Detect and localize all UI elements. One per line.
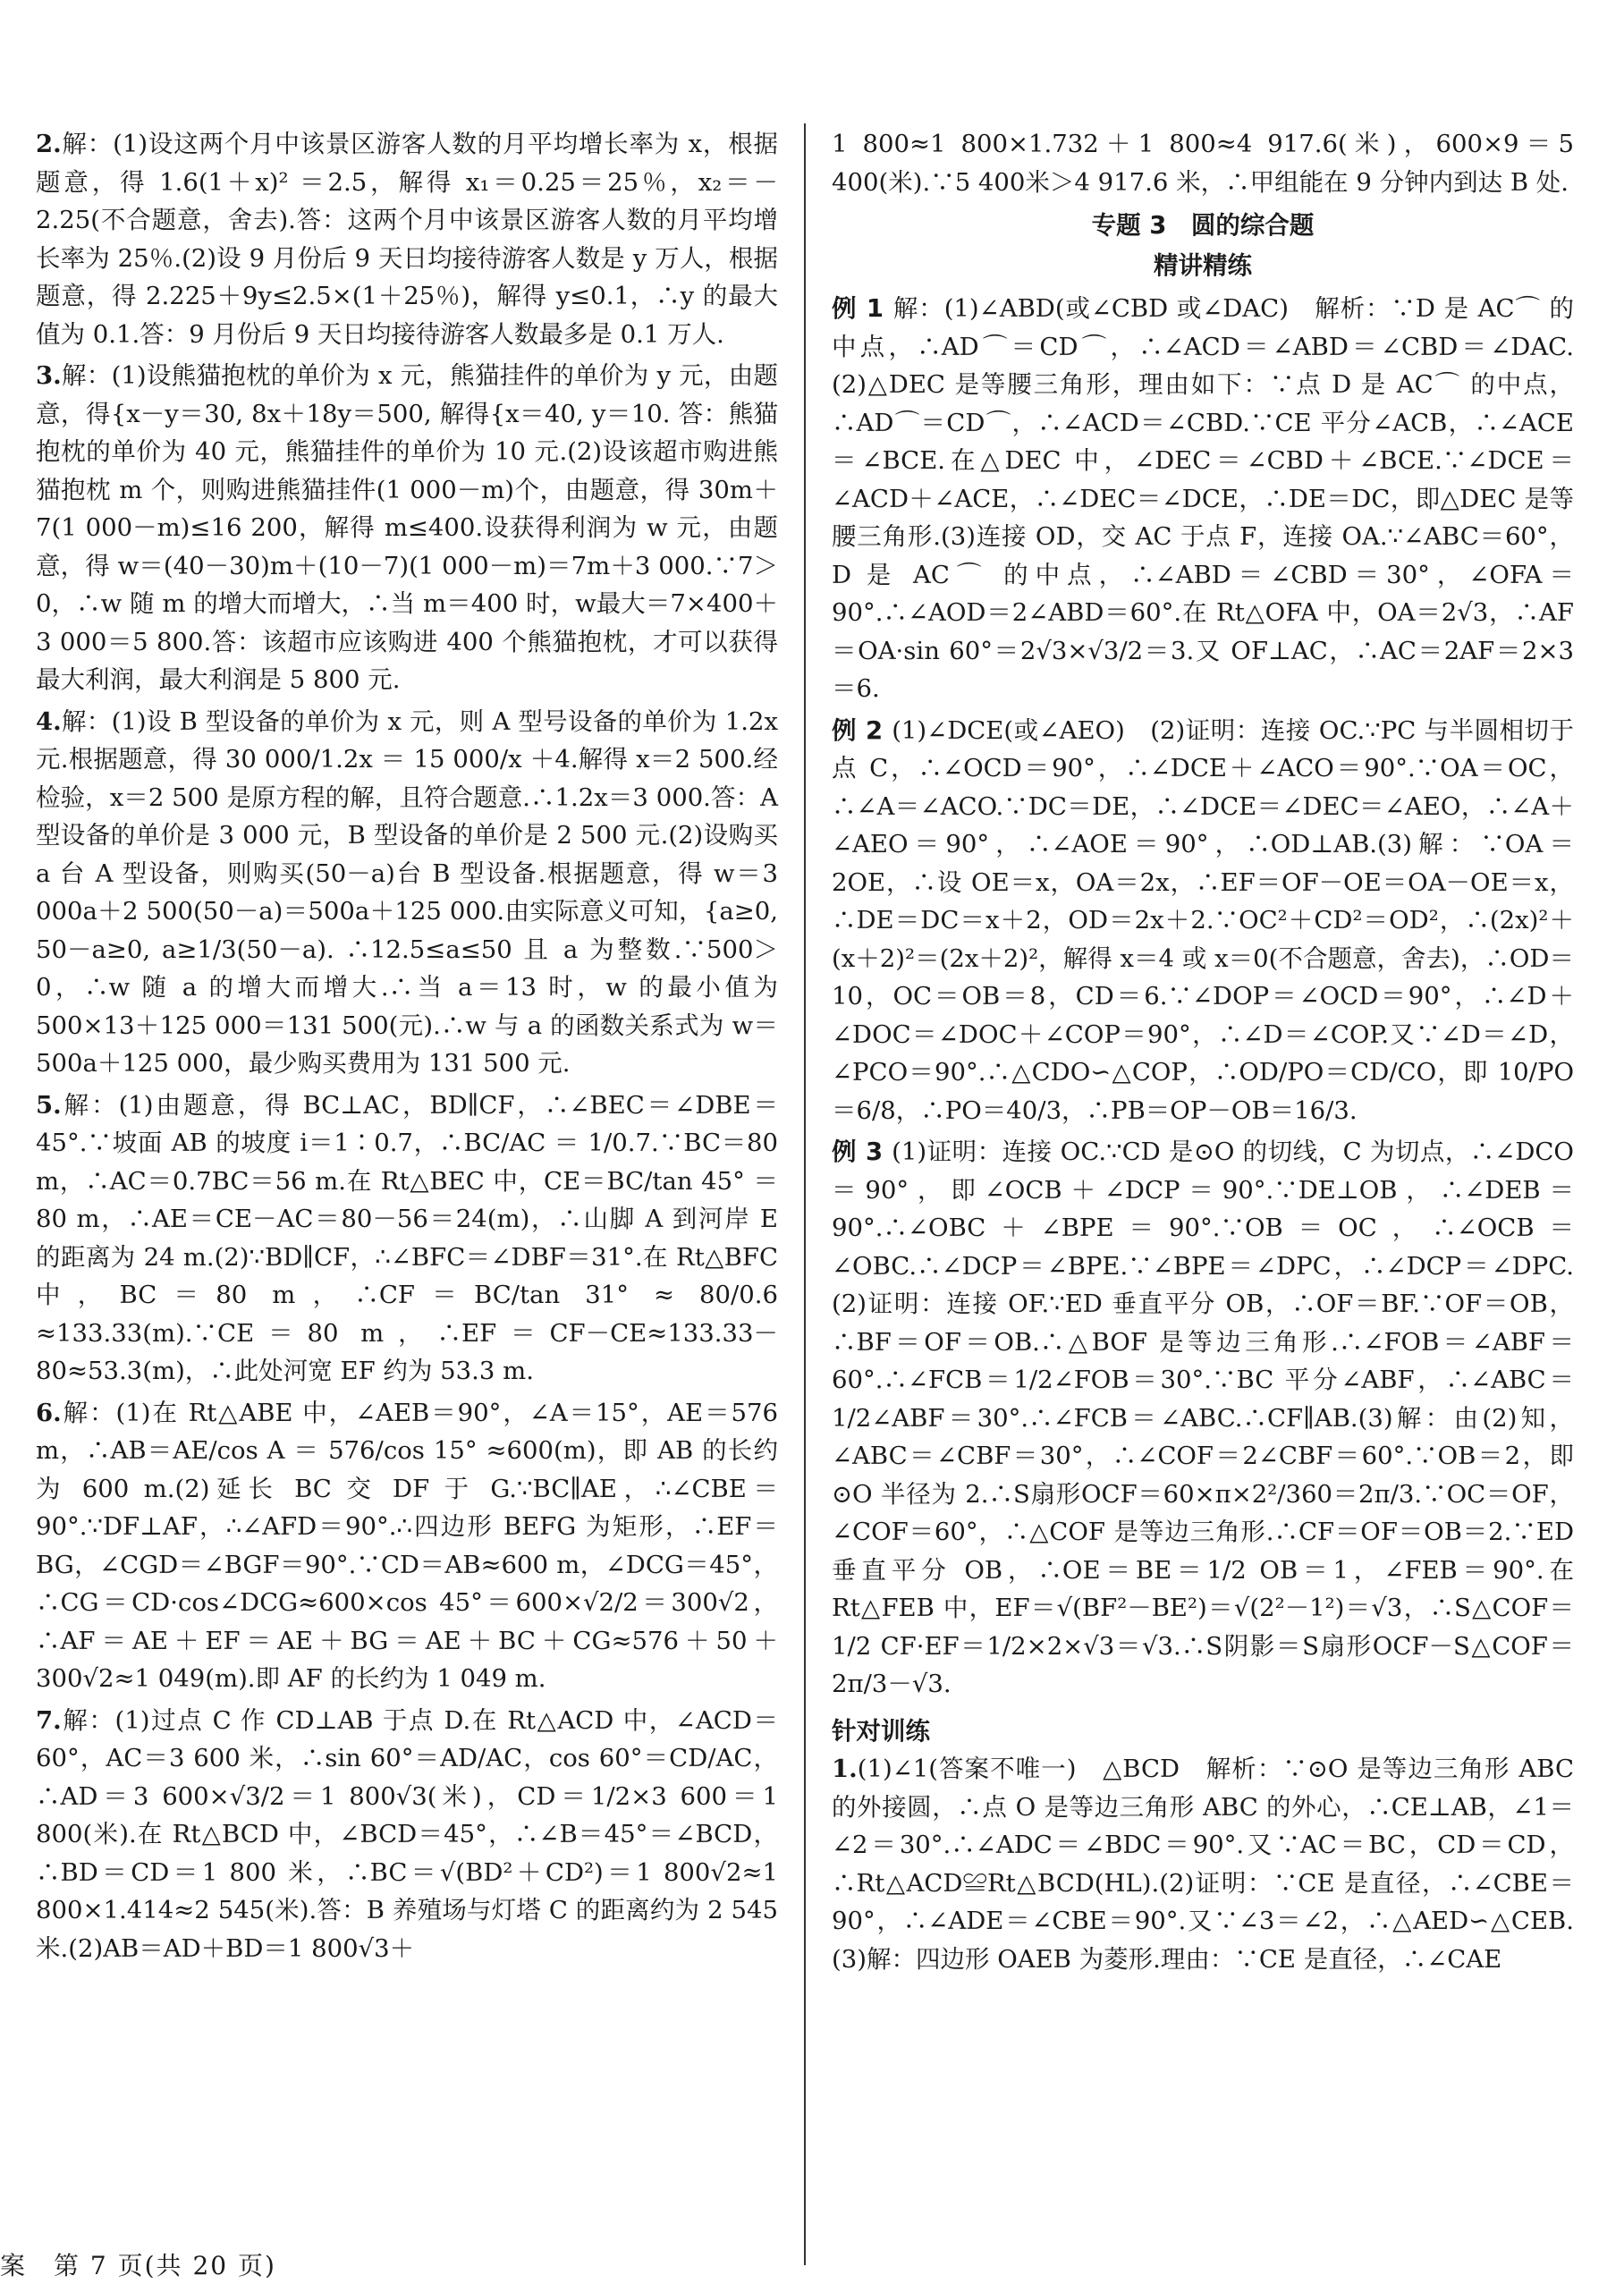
- page-footer: 案 第 7 页(共 20 页): [0, 2251, 276, 2280]
- left-column: [36, 125, 778, 1967]
- section-subtitle: 精讲精练: [1154, 250, 1252, 280]
- answer-3: 3.解：(1)设熊猫抱枕的单价为 x 元，熊猫挂件的单价为 y 元，由题意，得{x－y＝30, 8x＋18y＝500, 解得{x＝40, y＝10. 答：熊猫抱枕的单价为 40 元，熊猫挂件的单价为 10 元.(2)设该超市购进熊猫抱枕 m 个，则购进熊猫挂件(1 000－m)个，由题意，得 30m＋7(1 000－m)≤16 200，解得 m≤400.设获得利润为 w 元，由题意，得 w＝(40－30)m＋(10－7)(1 000－m)＝7m＋3 000.∵7＞0，∴w 随 m 的增大而增大，∴当 m＝400 时，w最大＝7×400＋3 000＝5 800.答：该超市应该购进 400 个熊猫抱枕，才可以获得最大利润，最大利润是 5 800 元.: [36, 361, 778, 694]
- answer-2: 2.解：(1)设这两个月中该景区游客人数的月平均增长率为 x，根据题意，得 1.6(1＋x)² ＝2.5，解得 x₁＝0.25＝25％，x₂＝－2.25(不合题意，舍去).答：这两个月中该景区游客人数的月平均增长率为 25％.(2)设 9 月份后 9 天日均接待游客人数是 y 万人，根据题意，得 2.225＋9y≤2.5×(1＋25％)，解得 y≤0.1，∴y 的最大值为 0.1.答：9 月份后 9 天日均接待游客人数最多是 0.1 万人.: [36, 130, 778, 349]
- right-column: [832, 125, 1574, 1978]
- training-title: 针对训练: [832, 1716, 930, 1746]
- example-2: 例 2 (1)∠DCE(或∠AEO) (2)证明：连接 OC.∵PC 与半圆相切于点 C，∴∠OCD＝90°，∴∠DCE＋∠ACO＝90°.∵OA＝OC，∴∠A＝∠ACO.∵DC＝DE，∴∠DCE＝∠DEC＝∠AEO，∴∠A＋∠AEO＝90°，∴∠AOE＝90°，∴OD⊥AB.(3)解：∵OA＝2OE，∴设 OE＝x，OA＝2x，∴EF＝OF－OE＝OA－OE＝x，∴DE＝DC＝x＋2，OD＝2x＋2.∵OC²＋CD²＝OD²，∴(2x)²＋(x＋2)²＝(2x＋2)²，解得 x＝4 或 x＝0(不合题意，舍去)，∴OD＝10，OC＝OB＝8，CD＝6.∵∠DOP＝∠OCD＝90°，∴∠D＋∠DOC＝∠DOC＋∠COP＝90°，∴∠D＝∠COP.又∵∠D＝∠D，∠PCO＝90°.∴△CDO∽△COP，∴OD/PO＝CD/CO，即 10/PO＝6/8，∴PO＝40/3，∴PB＝OP－OB＝16/3.: [832, 715, 1574, 1125]
- answer-6: 6.解：(1)在 Rt△ABE 中，∠AEB＝90°，∠A＝15°，AE＝576 m，∴AB＝AE/cos A ＝ 576/cos 15° ≈600(m)，即 AB 的长约为 600 m.(2)延长 BC 交 DF 于 G.∵BC∥AE，∴∠CBE＝90°.∵DF⊥AF，∴∠AFD＝90°.∴四边形 BEFG 为矩形，∴EF＝BG，∠CGD＝∠BGF＝90°.∵CD＝AB≈600 m，∠DCG＝45°，∴CG＝CD·cos∠DCG≈600×cos 45°＝600×√2/2＝300√2，∴AF＝AE＋EF＝AE＋BG＝AE＋BC＋CG≈576＋50＋300√2≈1 049(m).即 AF 的长约为 1 049 m.: [36, 1398, 778, 1693]
- example-3: 例 3 (1)证明：连接 OC.∵CD 是⊙O 的切线，C 为切点，∴∠DCO＝90°，即∠OCB＋∠DCP＝90°.∵DE⊥OB，∴∠DEB＝90°.∴∠OBC＋∠BPE＝90°.∵OB＝OC，∴∠OCB＝∠OBC.∴∠DCP＝∠BPE.∵∠BPE＝∠DPC，∴∠DCP＝∠DPC.(2)证明：连接 OF.∵ED 垂直平分 OB，∴OF＝BF.∵OF＝OB，∴BF＝OF＝OB.∴△BOF 是等边三角形.∴∠FOB＝∠ABF＝60°.∴∠FCB＝1/2∠FOB＝30°.∵BC 平分∠ABF，∴∠ABC＝1/2∠ABF＝30°.∴∠FCB＝∠ABC.∴CF∥AB.(3)解：由(2)知，∠ABC＝∠CBF＝30°，∴∠COF＝2∠CBF＝60°.∵OB＝2，即⊙O 半径为 2.∴S扇形OCF＝60×π×2²/360＝2π/3.∵OC＝OF，∠COF＝60°，∴△COF 是等边三角形.∴CF＝OF＝OB＝2.∵ED 垂直平分 OB，∴OE＝BE＝1/2 OB＝1，∠FEB＝90°.在 Rt△FEB 中，EF＝√(BF²－BE²)＝√(2²－1²)＝√3，∴S△COF＝1/2 CF·EF＝1/2×2×√3＝√3.∴S阴影＝S扇形OCF－S△COF＝2π/3－√3.: [832, 1138, 1574, 1698]
- answer-7-continued: 1 800≈1 800×1.732＋1 800≈4 917.6(米)，600×9＝5 400(米).∵5 400米＞4 917.6 米，∴甲组能在 9 分钟内到达 B 处.: [832, 130, 1574, 197]
- training-1: 1.(1)∠1(答案不唯一) △BCD 解析：∵⊙O 是等边三角形 ABC 的外接圆，∴点 O 是等边三角形 ABC 的外心，∴CE⊥AB，∠1＝∠2＝30°.∴∠ADC＝∠BDC＝90°.又∵AC＝BC，CD＝CD，∴Rt△ACD≌Rt△BCD(HL).(2)证明：∵CE 是直径，∴∠CBE＝90°，∴∠ADE＝∠CBE＝90°.又∵∠3＝∠2，∴△AED∽△CEB.(3)解：四边形 OAEB 为菱形.理由：∵CE 是直径，∴∠CAE: [832, 1755, 1574, 1974]
- answer-5: 5.解：(1)由题意，得 BC⊥AC，BD∥CF，∴∠BEC＝∠DBE＝45°.∵坡面 AB 的坡度 i＝1∶0.7，∴BC/AC ＝ 1/0.7.∵BC＝80 m，∴AC＝0.7BC＝56 m.在 Rt△BEC 中，CE＝BC/tan 45° ＝80 m，∴AE＝CE－AC＝80－56＝24(m)，∴山脚 A 到河岸 E 的距离为 24 m.(2)∵BD∥CF，∴∠BFC＝∠DBF＝31°.在 Rt△BFC 中，BC＝80 m，∴CF＝BC/tan 31° ≈ 80/0.6 ≈133.33(m).∵CE＝80 m，∴EF＝CF－CE≈133.33－80≈53.3(m)，∴此处河宽 EF 约为 53.3 m.: [36, 1090, 778, 1385]
- answer-4: 4.解：(1)设 B 型设备的单价为 x 元，则 A 型号设备的单价为 1.2x 元.根据题意，得 30 000/1.2x ＝ 15 000/x ＋4.解得 x＝2 500.经检验，x＝2 500 是原方程的解，且符合题意.∴1.2x＝3 000.答：A 型设备的单价是 3 000 元，B 型设备的单价是 2 500 元.(2)设购买 a 台 A 型设备，则购买(50－a)台 B 型设备.根据题意，得 w＝3 000a＋2 500(50－a)＝500a＋125 000.由实际意义可知，{a≥0, 50－a≥0, a≥1/3(50－a). ∴12.5≤a≤50 且 a 为整数.∵500＞0，∴w 随 a 的增大而增大.∴当 a＝13 时，w 的最小值为 500×13＋125 000＝131 500(元).∴w 与 a 的函数关系式为 w＝500a＋125 000，最少购买费用为 131 500 元.: [36, 706, 778, 1078]
- answer-7: 7.解：(1)过点 C 作 CD⊥AB 于点 D.在 Rt△ACD 中，∠ACD＝60°，AC＝3 600 米，∴sin 60°＝AD/AC，cos 60°＝CD/AC，∴AD＝3 600×√3/2＝1 800√3(米)，CD＝1/2×3 600＝1 800(米).在 Rt△BCD 中，∠BCD＝45°，∴∠B＝45°＝∠BCD，∴BD＝CD＝1 800 米，∴BC＝√(BD²＋CD²)＝1 800√2≈1 800×1.414≈2 545(米).答：B 养殖场与灯塔 C 的距离约为 2 545 米.(2)AB＝AD＋BD＝1 800√3＋: [36, 1705, 778, 1963]
- column-divider: [804, 123, 806, 2265]
- section-title: 专题 3 圆的综合题: [1091, 211, 1315, 240]
- example-1: 例 1 解：(1)∠ABD(或∠CBD 或∠DAC) 解析：∵D 是 AC⌒ 的中点，∴AD⌒＝CD⌒，∴∠ACD＝∠ABD＝∠CBD＝∠DAC.(2)△DEC 是等腰三角形，理由如下：∵点 D 是 AC⌒ 的中点，∴AD⌒＝CD⌒，∴∠ACD＝∠CBD.∵CE 平分∠ACB，∴∠ACE＝∠BCE.在△DEC 中，∠DEC＝∠CBD＋∠BCE.∵∠DCE＝∠ACD＋∠ACE，∴∠DEC＝∠DCE，∴DE＝DC，即△DEC 是等腰三角形.(3)连接 OD，交 AC 于点 F，连接 OA.∵∠ABC＝60°，D 是 AC⌒ 的中点，∴∠ABD＝∠CBD＝30°，∠OFA＝90°.∴∠AOD＝2∠ABD＝60°.在 Rt△OFA 中，OA＝2√3，∴AF＝OA·sin 60°＝2√3×√3/2＝3.又 OF⊥AC，∴AC＝2AF＝2×3＝6.: [832, 294, 1574, 703]
